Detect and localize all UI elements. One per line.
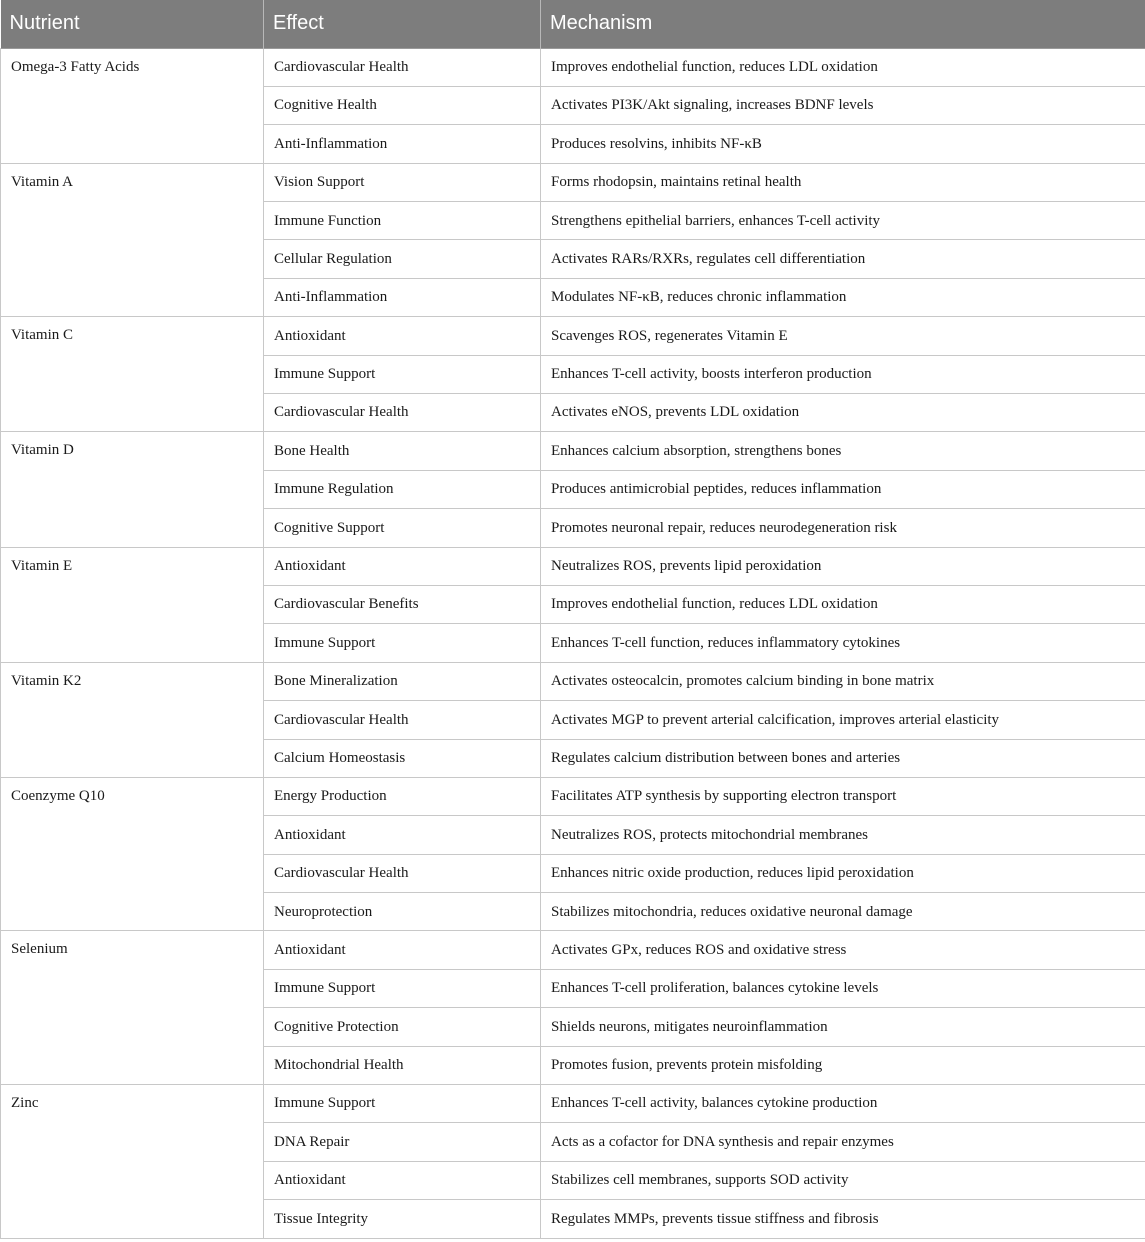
mechanism-cell: Scavenges ROS, regenerates Vitamin E xyxy=(541,317,1145,355)
column-header-effect: Effect xyxy=(264,0,541,48)
effect-cell: Immune Function xyxy=(264,202,541,240)
header-row xyxy=(1,0,1145,48)
mechanism-cell: Enhances T-cell proliferation, balances cytokine levels xyxy=(541,969,1145,1007)
mechanism-cell: Produces resolvins, inhibits NF-κB xyxy=(541,125,1145,163)
mechanism-cell: Enhances T-cell activity, boosts interferon production xyxy=(541,355,1145,393)
effect-cell: Antioxidant xyxy=(264,816,541,854)
mechanism-cell: Enhances T-cell function, reduces inflammatory cytokines xyxy=(541,624,1145,662)
effect-cell: Calcium Homeostasis xyxy=(264,739,541,777)
effect-cell: Immune Support xyxy=(264,969,541,1007)
nutrient-cell: Omega-3 Fatty Acids xyxy=(1,48,264,163)
mechanism-cell: Enhances nitric oxide production, reduces lipid peroxidation xyxy=(541,854,1145,892)
effect-cell: Cognitive Health xyxy=(264,86,541,124)
nutrient-cell: Coenzyme Q10 xyxy=(1,777,264,931)
mechanism-cell: Regulates calcium distribution between bones and arteries xyxy=(541,739,1145,777)
effect-cell: Cardiovascular Health xyxy=(264,394,541,432)
effect-cell: Cardiovascular Health xyxy=(264,701,541,739)
effect-cell: Mitochondrial Health xyxy=(264,1046,541,1084)
effect-cell: Vision Support xyxy=(264,163,541,201)
effect-cell: Cardiovascular Health xyxy=(264,854,541,892)
nutrient-cell: Vitamin K2 xyxy=(1,662,264,777)
table-row xyxy=(1,1085,1145,1123)
mechanism-cell: Activates MGP to prevent arterial calcification, improves arterial elasticity xyxy=(541,701,1145,739)
table-row xyxy=(1,432,1145,470)
mechanism-cell: Activates PI3K/Akt signaling, increases BDNF levels xyxy=(541,86,1145,124)
mechanism-cell: Produces antimicrobial peptides, reduces inflammation xyxy=(541,470,1145,508)
mechanism-cell: Strengthens epithelial barriers, enhances T-cell activity xyxy=(541,202,1145,240)
table-row xyxy=(1,931,1145,969)
mechanism-cell: Neutralizes ROS, protects mitochondrial membranes xyxy=(541,816,1145,854)
table-row xyxy=(1,48,1145,86)
nutrient-cell: Vitamin E xyxy=(1,547,264,662)
effect-cell: Energy Production xyxy=(264,777,541,815)
table-row xyxy=(1,662,1145,700)
effect-cell: Cardiovascular Benefits xyxy=(264,585,541,623)
effect-cell: Antioxidant xyxy=(264,317,541,355)
column-header-nutrient: Nutrient xyxy=(1,0,264,48)
table-body xyxy=(1,48,1145,1238)
mechanism-cell: Stabilizes cell membranes, supports SOD activity xyxy=(541,1161,1145,1199)
mechanism-cell: Shields neurons, mitigates neuroinflammation xyxy=(541,1008,1145,1046)
effect-cell: Immune Support xyxy=(264,1085,541,1123)
mechanism-cell: Regulates MMPs, prevents tissue stiffness and fibrosis xyxy=(541,1200,1145,1238)
effect-cell: Cognitive Support xyxy=(264,509,541,547)
mechanism-cell: Promotes fusion, prevents protein misfolding xyxy=(541,1046,1145,1084)
mechanism-cell: Activates osteocalcin, promotes calcium binding in bone matrix xyxy=(541,662,1145,700)
nutrient-cell: Vitamin C xyxy=(1,317,264,432)
effect-cell: Anti-Inflammation xyxy=(264,125,541,163)
effect-cell: Immune Support xyxy=(264,624,541,662)
nutrient-cell: Selenium xyxy=(1,931,264,1085)
table-row xyxy=(1,547,1145,585)
mechanism-cell: Facilitates ATP synthesis by supporting electron transport xyxy=(541,777,1145,815)
table-row xyxy=(1,163,1145,201)
effect-cell: Anti-Inflammation xyxy=(264,278,541,316)
mechanism-cell: Activates RARs/RXRs, regulates cell differentiation xyxy=(541,240,1145,278)
mechanism-cell: Neutralizes ROS, prevents lipid peroxidation xyxy=(541,547,1145,585)
nutrient-cell: Zinc xyxy=(1,1085,264,1239)
effect-cell: Antioxidant xyxy=(264,547,541,585)
table-row xyxy=(1,317,1145,355)
effect-cell: Bone Health xyxy=(264,432,541,470)
mechanism-cell: Forms rhodopsin, maintains retinal health xyxy=(541,163,1145,201)
mechanism-cell: Promotes neuronal repair, reduces neurodegeneration risk xyxy=(541,509,1145,547)
effect-cell: Antioxidant xyxy=(264,1161,541,1199)
mechanism-cell: Acts as a cofactor for DNA synthesis and repair enzymes xyxy=(541,1123,1145,1161)
effect-cell: Immune Regulation xyxy=(264,470,541,508)
mechanism-cell: Activates GPx, reduces ROS and oxidative stress xyxy=(541,931,1145,969)
effect-cell: Neuroprotection xyxy=(264,893,541,931)
effect-cell: Antioxidant xyxy=(264,931,541,969)
mechanism-cell: Stabilizes mitochondria, reduces oxidative neuronal damage xyxy=(541,893,1145,931)
nutrient-cell: Vitamin A xyxy=(1,163,264,317)
mechanism-cell: Enhances T-cell activity, balances cytokine production xyxy=(541,1085,1145,1123)
effect-cell: Cardiovascular Health xyxy=(264,48,541,86)
mechanism-cell: Improves endothelial function, reduces LDL oxidation xyxy=(541,48,1145,86)
effect-cell: Cognitive Protection xyxy=(264,1008,541,1046)
effect-cell: Cellular Regulation xyxy=(264,240,541,278)
effect-cell: Bone Mineralization xyxy=(264,662,541,700)
table-row xyxy=(1,777,1145,815)
effect-cell: Tissue Integrity xyxy=(264,1200,541,1238)
mechanism-cell: Modulates NF-κB, reduces chronic inflammation xyxy=(541,278,1145,316)
column-header-mechanism: Mechanism xyxy=(541,0,1145,48)
mechanism-cell: Activates eNOS, prevents LDL oxidation xyxy=(541,394,1145,432)
mechanism-cell: Enhances calcium absorption, strengthens bones xyxy=(541,432,1145,470)
nutrient-cell: Vitamin D xyxy=(1,432,264,547)
effect-cell: DNA Repair xyxy=(264,1123,541,1161)
mechanism-cell: Improves endothelial function, reduces LDL oxidation xyxy=(541,585,1145,623)
effect-cell: Immune Support xyxy=(264,355,541,393)
